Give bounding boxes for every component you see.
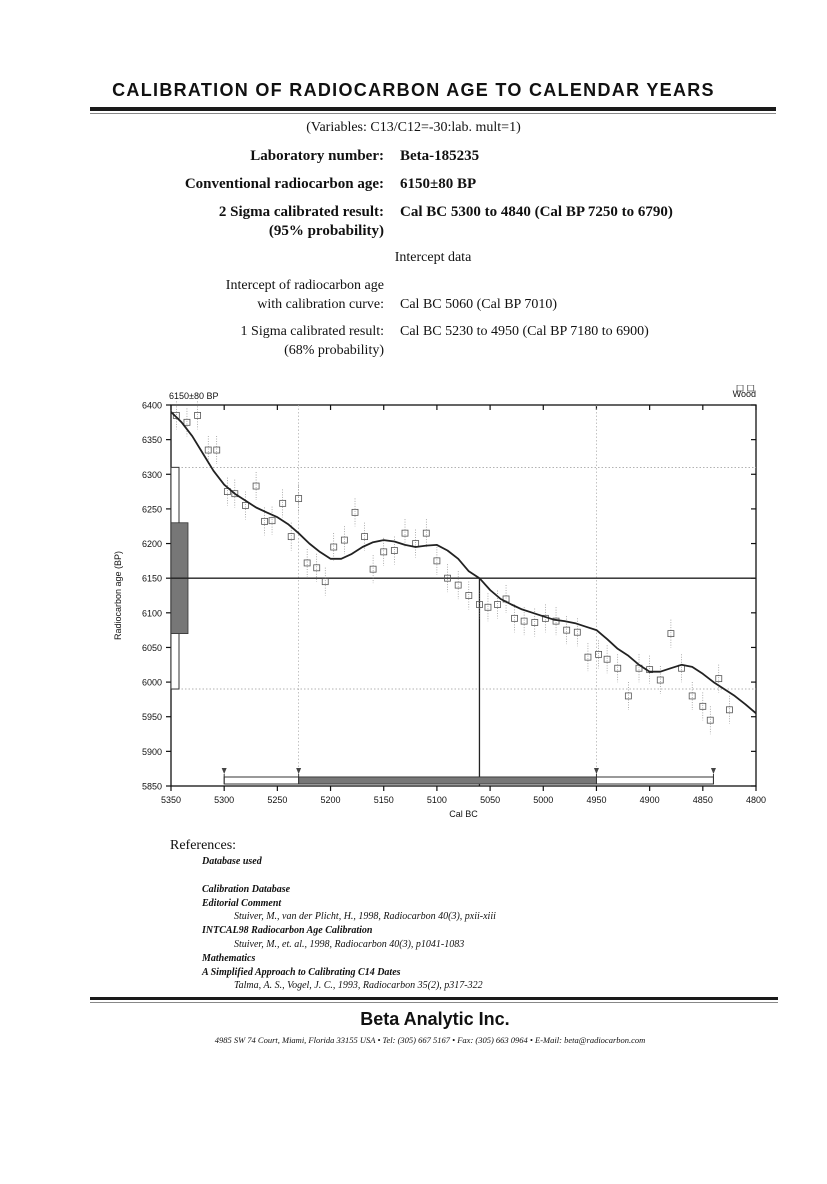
ref-mathematics: Mathematics xyxy=(202,953,256,964)
x-tick-label: 5000 xyxy=(533,795,554,805)
data-point xyxy=(423,530,429,536)
ref-editorial-comment: Editorial Comment xyxy=(202,898,282,909)
top-rule-thin xyxy=(90,113,776,114)
x-tick-label: 5050 xyxy=(480,795,501,805)
data-point xyxy=(564,627,570,633)
y-tick-label: 6300 xyxy=(141,469,162,480)
x-tick-label: 4850 xyxy=(692,795,713,805)
y-tick-label: 6150 xyxy=(141,573,162,584)
conv-age-label: Conventional radiocarbon age: xyxy=(184,176,384,192)
data-point xyxy=(214,447,220,453)
calibration-chart xyxy=(100,385,780,830)
data-point xyxy=(341,537,347,543)
y-axis-label: Radiocarbon age (BP) xyxy=(113,550,123,641)
ref-database-used: Database used xyxy=(202,856,262,867)
company-address: 4985 SW 74 Court, Miami, Florida 33155 USA • Tel: (305) 667 5167 • Fax: (305) 663 0964 • E-Mail: beta@radiocarbon.com xyxy=(214,1035,646,1045)
range-marker xyxy=(594,768,599,774)
y-tick-label: 6100 xyxy=(141,608,162,619)
x-tick-label: 4900 xyxy=(639,795,660,805)
top-rule xyxy=(90,107,776,111)
y-tick-label: 5900 xyxy=(141,746,162,757)
sigma1-label: 1 Sigma calibrated result: xyxy=(240,324,384,339)
data-point xyxy=(521,618,527,624)
range-marker xyxy=(711,768,716,774)
data-point xyxy=(689,693,695,699)
data-point xyxy=(370,566,376,572)
data-point xyxy=(322,579,328,585)
x-tick-label: 5250 xyxy=(267,795,288,805)
variables-line: (Variables: C13/C12=-30:lab. mult=1) xyxy=(306,120,521,135)
lab-number-value: Beta-185235 xyxy=(400,148,480,164)
sigma2-probability-label: (95% probability) xyxy=(268,223,384,239)
sample-age-label: 6150±80 BP xyxy=(169,391,219,401)
x-axis-label: Cal BC xyxy=(449,809,478,819)
data-point xyxy=(184,419,190,425)
y-tick-label: 6200 xyxy=(141,539,162,550)
data-point xyxy=(726,707,732,713)
x-tick-label: 5150 xyxy=(373,795,394,805)
data-point xyxy=(381,549,387,555)
bottom-rule xyxy=(90,997,778,1000)
data-point xyxy=(413,541,419,547)
ref-stuiver-2: Stuiver, M., et. al., 1998, Radiocarbon 40(3), p1041-1083 xyxy=(234,939,465,950)
data-point xyxy=(668,631,674,637)
ref-calibration-database: Calibration Database xyxy=(202,884,291,895)
ref-intcal98: INTCAL98 Radiocarbon Age Calibration xyxy=(202,925,373,936)
ref-simplified-approach: A Simplified Approach to Calibrating C14 Dates xyxy=(202,967,401,978)
sigma1-value: Cal BC 5230 to 4950 (Cal BP 7180 to 6900) xyxy=(400,324,649,339)
data-point xyxy=(362,534,368,540)
data-point xyxy=(352,509,358,515)
data-point xyxy=(585,654,591,660)
data-point xyxy=(402,530,408,536)
data-point xyxy=(253,483,259,489)
sigma1-date-bar xyxy=(299,777,597,784)
y-tick-label: 5850 xyxy=(141,781,162,792)
x-tick-label: 4950 xyxy=(586,795,607,805)
page-title: CALIBRATION OF RADIOCARBON AGE TO CALENDAR YEARS xyxy=(112,80,715,100)
data-point xyxy=(512,615,518,621)
data-point xyxy=(434,558,440,564)
data-point xyxy=(495,602,501,608)
x-tick-label: 5300 xyxy=(214,795,235,805)
data-point xyxy=(532,620,538,626)
range-marker xyxy=(296,768,301,774)
data-point xyxy=(288,534,294,540)
x-tick-label: 5200 xyxy=(320,795,341,805)
data-point xyxy=(707,717,713,723)
y-tick-label: 6050 xyxy=(141,642,162,653)
data-point xyxy=(574,629,580,635)
data-point xyxy=(455,582,461,588)
data-point xyxy=(625,693,631,699)
data-point xyxy=(604,656,610,662)
data-point xyxy=(314,565,320,571)
range-marker xyxy=(222,768,227,774)
intercept-label-2: with calibration curve: xyxy=(257,297,384,312)
data-point xyxy=(466,593,472,599)
data-point xyxy=(262,518,268,524)
ref-stuiver-1: Stuiver, M., van der Plicht, H., 1998, Radiocarbon 40(3), pxii-xiii xyxy=(234,911,496,922)
x-tick-label: 4800 xyxy=(745,795,767,805)
company-name: Beta Analytic Inc. xyxy=(360,1009,510,1029)
data-point xyxy=(195,412,201,418)
data-point xyxy=(269,518,275,524)
bottom-rule-thin xyxy=(90,1002,778,1003)
plot-frame xyxy=(171,405,756,786)
data-point xyxy=(615,665,621,671)
y-tick-label: 5950 xyxy=(141,712,162,723)
x-tick-label: 5350 xyxy=(160,795,182,805)
data-point xyxy=(716,676,722,682)
conv-age-value: 6150±80 BP xyxy=(400,176,477,192)
data-point xyxy=(304,560,310,566)
sigma2-value: Cal BC 5300 to 4840 (Cal BP 7250 to 6790) xyxy=(400,204,673,220)
data-point xyxy=(485,604,491,610)
data-point xyxy=(391,547,397,553)
sigma2-label: 2 Sigma calibrated result: xyxy=(218,204,384,220)
y-tick-label: 6000 xyxy=(141,677,162,688)
intercept-value: Cal BC 5060 (Cal BP 7010) xyxy=(400,297,557,312)
data-point xyxy=(657,677,663,683)
data-point xyxy=(205,447,211,453)
calibration-curve xyxy=(171,412,756,713)
data-point xyxy=(280,500,286,506)
data-point xyxy=(242,502,248,508)
sigma1-probability-label: (68% probability) xyxy=(284,343,384,358)
lab-number-label: Laboratory number: xyxy=(250,148,384,164)
y-tick-label: 6400 xyxy=(141,400,162,411)
y-tick-label: 6350 xyxy=(141,435,162,446)
y-tick-label: 6250 xyxy=(141,504,162,515)
ref-talma: Talma, A. S., Vogel, J. C., 1993, Radiocarbon 35(2), p317-322 xyxy=(234,980,483,991)
data-point xyxy=(331,544,337,550)
intercept-heading: Intercept data xyxy=(394,250,472,265)
references-title: References: xyxy=(170,838,237,853)
x-tick-label: 5100 xyxy=(426,795,447,805)
material-label: Wood xyxy=(732,389,756,399)
intercept-label: Intercept of radiocarbon age xyxy=(225,278,384,293)
data-point xyxy=(700,703,706,709)
